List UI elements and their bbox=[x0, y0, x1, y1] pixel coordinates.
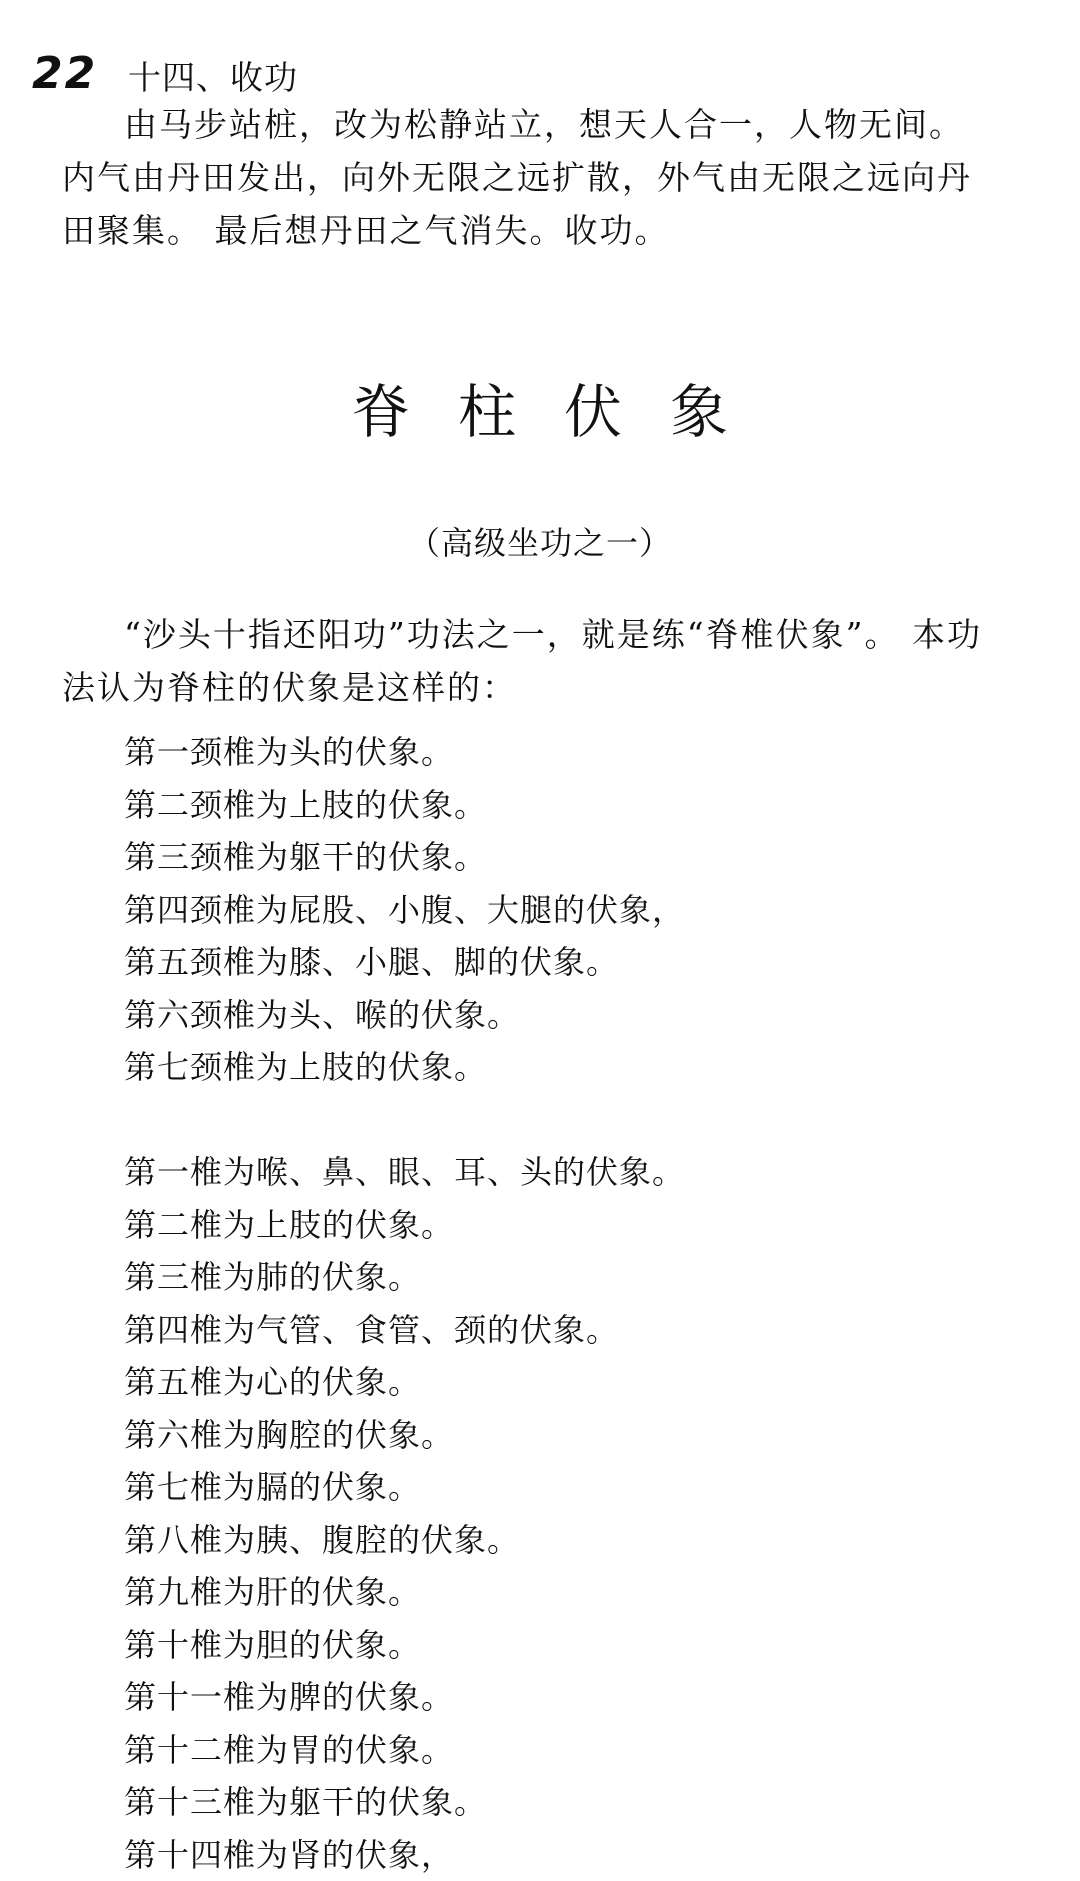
list-item: 第四椎为气管、食管、颈的伏象。 bbox=[124, 1304, 685, 1357]
list-item: 第十一椎为脾的伏象。 bbox=[124, 1671, 685, 1724]
chapter-title: 脊柱伏象 bbox=[0, 365, 1080, 449]
intro-paragraph bbox=[62, 608, 1002, 714]
page-number: 22 bbox=[32, 48, 97, 99]
list-item: 第十椎为胆的伏象。 bbox=[124, 1619, 685, 1672]
list-item: 第九椎为肝的伏象。 bbox=[124, 1566, 685, 1619]
list-item: 第一颈椎为头的伏象。 bbox=[124, 726, 685, 779]
list-item: 第二椎为上肢的伏象。 bbox=[124, 1199, 685, 1252]
list-item: 第十二椎为胃的伏象。 bbox=[124, 1724, 685, 1777]
chapter-subtitle: （高级坐功之一） bbox=[0, 518, 1080, 564]
list-item: 第十三椎为躯干的伏象。 bbox=[124, 1776, 685, 1829]
intro-paragraph-text: “沙头十指还阳功”功法之一，就是练“脊椎伏象”。 本功法认为脊柱的伏象是这样的： bbox=[62, 615, 982, 707]
list-item: 第五颈椎为膝、小腿、脚的伏象。 bbox=[124, 936, 685, 989]
thoracic-vertebrae-list bbox=[124, 1146, 685, 1881]
section-paragraph-text: 由马步站桩，改为松静站立，想天人合一，人物无间。 内气由丹田发出，向外无限之远扩散，外气由无限之远向丹田聚集。 最后想丹田之气消失。收功。 bbox=[62, 105, 972, 250]
list-item: 第一椎为喉、鼻、眼、耳、头的伏象。 bbox=[124, 1146, 685, 1199]
list-item: 第七椎为膈的伏象。 bbox=[124, 1461, 685, 1514]
list-item: 第六颈椎为头、喉的伏象。 bbox=[124, 989, 685, 1042]
section-heading: 十四、收功 bbox=[128, 52, 298, 99]
list-item: 第六椎为胸腔的伏象。 bbox=[124, 1409, 685, 1462]
list-item: 第七颈椎为上肢的伏象。 bbox=[124, 1041, 685, 1094]
list-item: 第三椎为肺的伏象。 bbox=[124, 1251, 685, 1304]
list-item: 第三颈椎为躯干的伏象。 bbox=[124, 831, 685, 884]
list-item: 第五椎为心的伏象。 bbox=[124, 1356, 685, 1409]
cervical-vertebrae-list bbox=[124, 726, 685, 1094]
section-paragraph bbox=[62, 98, 1002, 257]
list-item: 第十四椎为肾的伏象， bbox=[124, 1829, 685, 1881]
list-item: 第八椎为胰、腹腔的伏象。 bbox=[124, 1514, 685, 1567]
list-item: 第二颈椎为上肢的伏象。 bbox=[124, 779, 685, 832]
list-item: 第四颈椎为屁股、小腹、大腿的伏象， bbox=[124, 884, 685, 937]
